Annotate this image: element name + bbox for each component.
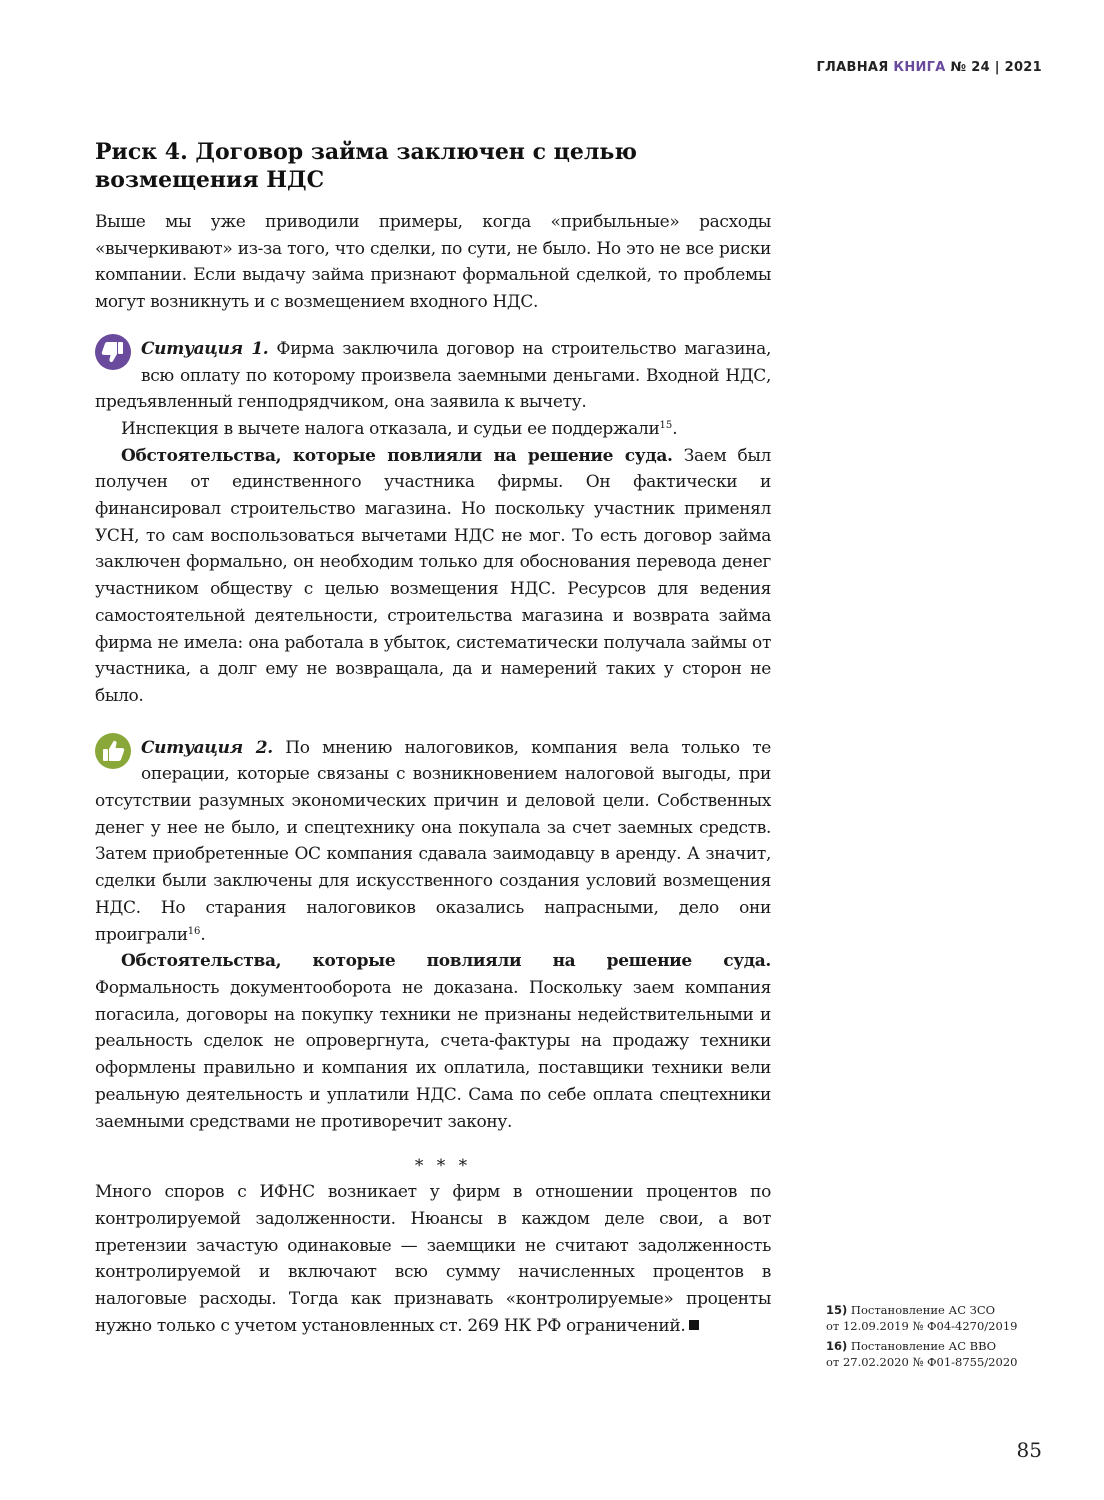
footnote-15-number: 15) [826, 1303, 848, 1317]
situation-1-label: Ситуация 1. [141, 338, 269, 359]
footnote-16 [826, 1338, 1017, 1370]
footnote-15-line2: от 12.09.2019 № Ф04-4270/2019 [826, 1319, 1018, 1333]
situation-1-outcome-end: . [672, 418, 678, 439]
footnote-16-number: 16) [826, 1339, 848, 1353]
conclusion-text: Много споров с ИФНС возникает у фирм в отношении процентов по контролируемой задолженности. Нюансы в каждом деле свои, а вот претензии зачастую одинаковые — заемщики не считают задолженность контролируемой и включают всю сумму начисленных процентов в налоговые расходы. Тогда как признавать «контролируемые» проценты нужно только с учетом установленных ст. 269 НК РФ ограничений. [95, 1182, 771, 1336]
article-body [95, 138, 771, 1339]
situation-2-label: Ситуация 2. [141, 737, 273, 758]
situation-1-circumstances [95, 443, 771, 710]
situation-2-circumstances [95, 948, 771, 1135]
situation-1-outcome-text: Инспекция в вычете налога отказала, и судьи ее поддержали [121, 418, 660, 439]
header-part-main: ГЛАВНАЯ [816, 60, 889, 75]
section-separator: * * * [414, 1156, 472, 1177]
intro-paragraph: Выше мы уже приводили примеры, когда «прибыльные» расходы «вычеркивают» из-за того, что сделки, по сути, не было. Но это не все риски компании. Если выдачу займа признают формальной сделкой, то проблемы могут возникнуть и с возмещением входного НДС. [95, 212, 771, 313]
thumbs-down-icon [95, 334, 131, 370]
situation-2-text: По мнению налоговиков, компания вела только те операции, которые связаны с возникновением налоговой выгоды, при отсутствии разумных экономических причин и деловой цели. Собственных денег у нее не было, и спецтехнику она покупала за счет заемных средств. Затем приобретенные ОС компания сдавала заимодавцу в аренду. А значит, сделки были заключены для искусственного создания условий возмещения НДС. Но старания налоговиков оказались напрасными, дело они проиграли [95, 737, 771, 945]
situation-2-circ-label: Обстоятельства, которые повлияли на решение суда. [121, 951, 771, 972]
conclusion-paragraph [95, 1179, 771, 1339]
footnote-15-line1: Постановление АС ЗСО [847, 1303, 996, 1317]
running-header [816, 60, 1042, 75]
page-number: 85 [1016, 1438, 1042, 1462]
footnote-16-line1: Постановление АС ВВО [847, 1339, 996, 1353]
situation-2 [95, 735, 771, 1136]
footnote-15 [826, 1302, 1017, 1334]
section-heading: Риск 4. Договор займа заключен с целью возмещения НДС [95, 139, 637, 193]
end-of-article-mark [689, 1320, 699, 1330]
situation-2-paragraph [95, 735, 771, 949]
situation-1-outcome [95, 416, 771, 443]
header-part-kniga: КНИГА [893, 60, 946, 75]
thumbs-up-icon [95, 733, 131, 769]
footnotes [826, 1302, 1017, 1374]
footnote-ref-16: 16 [187, 925, 201, 937]
situation-1-text: Фирма заключила договор на строительство магазина, всю оплату по которому произвела заемными деньгами. Входной НДС, предъявленный генподрядчиком, она заявила к вычету. [95, 338, 771, 413]
situation-1-circ-label: Обстоятельства, которые повлияли на решение суда. [121, 445, 673, 466]
situation-2-text-end: . [200, 924, 206, 945]
situation-1-paragraph [95, 336, 771, 416]
header-issue: № 24 | 2021 [950, 60, 1042, 75]
situation-2-circ-text: Формальность документооборота не доказана. Поскольку заем компания погасила, договоры на покупку техники не признаны недействительными и реальность сделок не опровергнута, счета-фактуры на продажу техники оформлены правильно и компания их оплатила, поставщики техники вели реальную деятельность и уплатили НДС. Сама по себе оплата спецтехники заемными средствами не противоречит закону. [95, 977, 771, 1132]
situation-1-circ-text: Заем был получен от единственного участника фирмы. Он фактически и финансировал строительство магазина. Но поскольку участник применял УСН, то сам воспользоваться вычетами НДС не мог. То есть договор займа заключен формально, он необходим только для обоснования перевода денег участником обществу с целью возмещения НДС. Ресурсов для ведения самостоятельной деятельности, строительства магазина и возврата займа фирма не имела: она работала в убыток, систематически получала займы от участника, а долг ему не возвращала, да и намерений таких у сторон не было. [95, 445, 771, 706]
footnote-ref-15: 15 [659, 419, 673, 431]
situation-1 [95, 336, 771, 710]
footnote-16-line2: от 27.02.2020 № Ф01-8755/2020 [826, 1355, 1018, 1369]
